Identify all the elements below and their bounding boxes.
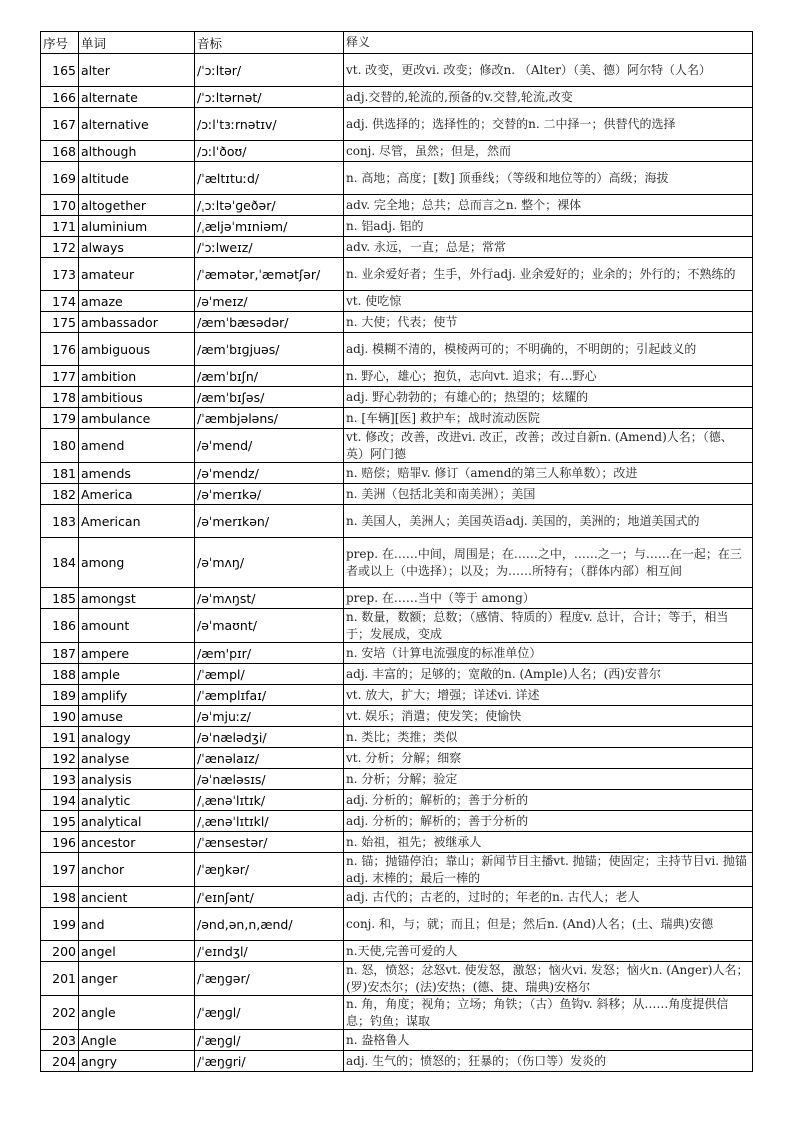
entry-number: 165	[41, 54, 79, 87]
entry-number: 182	[41, 484, 79, 505]
entry-word: amplify	[79, 685, 195, 706]
header-phonetic: 音标	[195, 32, 344, 54]
entry-definition: n. 分析；分解；验定	[344, 769, 753, 790]
entry-word: analysis	[79, 769, 195, 790]
table-row	[41, 54, 753, 87]
entry-definition: vt. 修改；改善，改进vi. 改正，改善；改过自新n. (Amend)人名；（德、英）阿门德	[344, 429, 753, 463]
table-row	[41, 538, 753, 588]
entry-word: ambulance	[79, 408, 195, 429]
table-row	[41, 832, 753, 853]
table-row	[41, 366, 753, 387]
table-row	[41, 505, 753, 538]
entry-word: ambassador	[79, 312, 195, 333]
table-row	[41, 1030, 753, 1051]
entry-phonetic: /əˈmerɪkən/	[195, 505, 344, 538]
entry-word: alternative	[79, 108, 195, 141]
table-row	[41, 408, 753, 429]
entry-definition: adv. 永远，一直；总是；常常	[344, 237, 753, 258]
entry-number: 200	[41, 941, 79, 962]
entry-word: analytic	[79, 790, 195, 811]
entry-definition: adv. 完全地；总共；总而言之n. 整个；裸体	[344, 195, 753, 216]
table-row	[41, 216, 753, 237]
entry-number: 188	[41, 664, 79, 685]
entry-number: 170	[41, 195, 79, 216]
entry-number: 180	[41, 429, 79, 463]
entry-number: 169	[41, 162, 79, 195]
entry-number: 199	[41, 908, 79, 941]
table-row	[41, 1051, 753, 1072]
entry-phonetic: /æmˈbɪʃn/	[195, 366, 344, 387]
table-row	[41, 387, 753, 408]
entry-phonetic: /æmˈbɪʃəs/	[195, 387, 344, 408]
header-number: 序号	[41, 32, 79, 54]
header-definition: 释义	[344, 32, 753, 54]
table-row	[41, 484, 753, 505]
entry-phonetic: /ˌænəˈlɪtɪkl/	[195, 811, 344, 832]
entry-phonetic: /ˈæŋɡər/	[195, 962, 344, 996]
entry-definition: n. 盎格鲁人	[344, 1030, 753, 1051]
entry-number: 185	[41, 588, 79, 609]
entry-word: angel	[79, 941, 195, 962]
entry-number: 174	[41, 291, 79, 312]
entry-definition: n. 铝adj. 铝的	[344, 216, 753, 237]
table-row	[41, 908, 753, 941]
entry-phonetic: /ˈænəlaɪz/	[195, 748, 344, 769]
entry-definition: n. 怒，愤怒；忿怒vt. 使发怒，激怒；恼火vi. 发怒；恼火n. (Anger)人名；(罗)安杰尔；(法)安热；(德、捷、瑞典)安格尔	[344, 962, 753, 996]
entry-number: 190	[41, 706, 79, 727]
entry-number: 179	[41, 408, 79, 429]
entry-definition: n. 安培（计算电流强度的标准单位）	[344, 643, 753, 664]
entry-word: ambiguous	[79, 333, 195, 366]
entry-word: altitude	[79, 162, 195, 195]
entry-phonetic: /ˈɔːltər/	[195, 54, 344, 87]
entry-word: ancient	[79, 887, 195, 908]
entry-word: amend	[79, 429, 195, 463]
table-row	[41, 141, 753, 162]
entry-definition: adj.交替的,轮流的,预备的v.交替,轮流,改变	[344, 87, 753, 108]
entry-word: aluminium	[79, 216, 195, 237]
entry-phonetic: /əˈnæləsɪs/	[195, 769, 344, 790]
entry-definition: n. 锚；抛锚停泊；靠山；新闻节目主播vt. 抛锚；使固定；主持节目vi. 抛锚adj. 末棒的；最后一棒的	[344, 853, 753, 887]
entry-definition: n. 美洲（包括北美和南美洲）；美国	[344, 484, 753, 505]
entry-definition: adj. 古代的；古老的，过时的；年老的n. 古代人；老人	[344, 887, 753, 908]
entry-definition: vt. 使吃惊	[344, 291, 753, 312]
table-row	[41, 333, 753, 366]
entry-word: analyse	[79, 748, 195, 769]
entry-definition: n. 美国人，美洲人；美国英语adj. 美国的，美洲的；地道美国式的	[344, 505, 753, 538]
table-row	[41, 853, 753, 887]
entry-definition: n. 野心，雄心；抱负，志向vt. 追求；有…野心	[344, 366, 753, 387]
entry-word: ambition	[79, 366, 195, 387]
table-row	[41, 941, 753, 962]
entry-definition: prep. 在……当中（等于 among）	[344, 588, 753, 609]
entry-word: amends	[79, 463, 195, 484]
table-row	[41, 643, 753, 664]
entry-word: alter	[79, 54, 195, 87]
entry-word: ancestor	[79, 832, 195, 853]
entry-phonetic: /ˈæmpl/	[195, 664, 344, 685]
entry-definition: n. 数量，数额；总数；（感情、特质的）程度v. 总计，合计；等于，相当于；发展成，变成	[344, 609, 753, 643]
entry-number: 176	[41, 333, 79, 366]
entry-number: 189	[41, 685, 79, 706]
entry-number: 183	[41, 505, 79, 538]
table-row	[41, 291, 753, 312]
entry-phonetic: /əˈmendz/	[195, 463, 344, 484]
entry-definition: n. 大使；代表；使节	[344, 312, 753, 333]
entry-phonetic: /ˈæŋɡl/	[195, 996, 344, 1030]
entry-phonetic: /ˈeɪnʃənt/	[195, 887, 344, 908]
table-row	[41, 685, 753, 706]
table-row	[41, 258, 753, 291]
entry-number: 203	[41, 1030, 79, 1051]
entry-definition: vt. 改变，更改vi. 改变；修改n. （Alter）（美、德）阿尔特（人名）	[344, 54, 753, 87]
table-row	[41, 769, 753, 790]
entry-word: American	[79, 505, 195, 538]
entry-phonetic: /əˈmerɪkə/	[195, 484, 344, 505]
entry-word: altogether	[79, 195, 195, 216]
entry-definition: n. 类比；类推；类似	[344, 727, 753, 748]
entry-phonetic: /ˈæŋɡri/	[195, 1051, 344, 1072]
entry-phonetic: /ˈæltɪtuːd/	[195, 162, 344, 195]
table-row	[41, 588, 753, 609]
entry-number: 171	[41, 216, 79, 237]
entry-word: analogy	[79, 727, 195, 748]
entry-number: 204	[41, 1051, 79, 1072]
entry-phonetic: /əˈmʌŋst/	[195, 588, 344, 609]
entry-definition: conj. 和，与；就；而且；但是；然后n. (And)人名；(土、瑞典)安德	[344, 908, 753, 941]
entry-definition: adj. 模糊不清的，模棱两可的；不明确的，不明朗的；引起歧义的	[344, 333, 753, 366]
entry-definition: adj. 野心勃勃的；有雄心的；热望的；炫耀的	[344, 387, 753, 408]
entry-phonetic: /ˈæmbjələns/	[195, 408, 344, 429]
entry-word: analytical	[79, 811, 195, 832]
entry-phonetic: /ənd,ən,n,ænd/	[195, 908, 344, 941]
entry-definition: vt. 放大，扩大；增强；详述vi. 详述	[344, 685, 753, 706]
entry-definition: n. [车辆][医] 救护车；战时流动医院	[344, 408, 753, 429]
entry-definition: adj. 分析的；解析的；善于分析的	[344, 811, 753, 832]
entry-definition: conj. 尽管，虽然；但是，然而	[344, 141, 753, 162]
entry-word: angry	[79, 1051, 195, 1072]
vocabulary-table	[40, 31, 753, 1072]
table-row	[41, 748, 753, 769]
entry-phonetic: /ˌɔːltəˈɡeðər/	[195, 195, 344, 216]
table-row	[41, 108, 753, 141]
entry-phonetic: /ɔːlˈðoʊ/	[195, 141, 344, 162]
entry-definition: n. 赔偿；赔罪v. 修订（amend的第三人称单数）；改进	[344, 463, 753, 484]
entry-number: 196	[41, 832, 79, 853]
entry-word: ambitious	[79, 387, 195, 408]
header-word: 单词	[79, 32, 195, 54]
table-row	[41, 790, 753, 811]
entry-number: 186	[41, 609, 79, 643]
entry-definition: n. 业余爱好者；生手，外行adj. 业余爱好的；业余的；外行的；不熟练的	[344, 258, 753, 291]
table-row	[41, 237, 753, 258]
entry-word: ample	[79, 664, 195, 685]
entry-definition: adj. 丰富的；足够的；宽敞的n. (Ample)人名；(西)安普尔	[344, 664, 753, 685]
entry-phonetic: /əˈmeɪz/	[195, 291, 344, 312]
table-row	[41, 727, 753, 748]
entry-phonetic: /æmˈbɪɡjuəs/	[195, 333, 344, 366]
entry-phonetic: /ˈænsestər/	[195, 832, 344, 853]
entry-number: 172	[41, 237, 79, 258]
entry-phonetic: /ˈæŋɡl/	[195, 1030, 344, 1051]
entry-number: 191	[41, 727, 79, 748]
entry-word: ampere	[79, 643, 195, 664]
entry-phonetic: /æm'pɪr/	[195, 643, 344, 664]
table-row	[41, 706, 753, 727]
table-row	[41, 312, 753, 333]
entry-word: anger	[79, 962, 195, 996]
table-row	[41, 195, 753, 216]
entry-number: 173	[41, 258, 79, 291]
entry-definition: adj. 分析的；解析的；善于分析的	[344, 790, 753, 811]
table-row	[41, 962, 753, 996]
entry-number: 167	[41, 108, 79, 141]
entry-phonetic: /ˈɔːltərnət/	[195, 87, 344, 108]
entry-number: 166	[41, 87, 79, 108]
entry-number: 175	[41, 312, 79, 333]
entry-word: among	[79, 538, 195, 588]
entry-word: America	[79, 484, 195, 505]
table-body	[41, 54, 753, 1072]
table-row	[41, 87, 753, 108]
entry-definition: n. 角，角度；视角；立场；角铁；（古）鱼钩v. 斜移；从……角度提供信息；钓鱼；谋取	[344, 996, 753, 1030]
entry-number: 178	[41, 387, 79, 408]
entry-word: amongst	[79, 588, 195, 609]
entry-word: anchor	[79, 853, 195, 887]
entry-phonetic: /ˈæŋkər/	[195, 853, 344, 887]
table-row	[41, 996, 753, 1030]
entry-number: 195	[41, 811, 79, 832]
entry-number: 201	[41, 962, 79, 996]
entry-word: and	[79, 908, 195, 941]
entry-phonetic: /ˈæmətər,ˈæmətʃər/	[195, 258, 344, 291]
entry-phonetic: /ˈæmplɪfaɪ/	[195, 685, 344, 706]
entry-number: 198	[41, 887, 79, 908]
table-row	[41, 429, 753, 463]
entry-number: 181	[41, 463, 79, 484]
entry-word: angle	[79, 996, 195, 1030]
entry-number: 193	[41, 769, 79, 790]
entry-definition: prep. 在……中间，周围是；在……之中，……之一；与……在一起；在三者或以上（中选择）；以及；为……所特有；（群体内部）相互间	[344, 538, 753, 588]
entry-definition: adj. 供选择的；选择性的；交替的n. 二中择一；供替代的选择	[344, 108, 753, 141]
entry-definition: n.天使,完善可爱的人	[344, 941, 753, 962]
entry-number: 192	[41, 748, 79, 769]
entry-definition: adj. 生气的；愤怒的；狂暴的；（伤口等）发炎的	[344, 1051, 753, 1072]
entry-phonetic: /ˈɔːlweɪz/	[195, 237, 344, 258]
table-header-row	[41, 32, 753, 54]
entry-phonetic: /ˈeɪndʒl/	[195, 941, 344, 962]
entry-word: always	[79, 237, 195, 258]
entry-number: 194	[41, 790, 79, 811]
entry-definition: vt. 分析；分解；细察	[344, 748, 753, 769]
entry-phonetic: /əˈnælədʒi/	[195, 727, 344, 748]
entry-word: amaze	[79, 291, 195, 312]
entry-number: 202	[41, 996, 79, 1030]
entry-definition: n. 高地；高度；[数] 顶垂线；（等级和地位等的）高级；海拔	[344, 162, 753, 195]
entry-word: although	[79, 141, 195, 162]
table-row	[41, 162, 753, 195]
entry-definition: n. 始祖，祖先；被继承人	[344, 832, 753, 853]
entry-word: amateur	[79, 258, 195, 291]
entry-word: amuse	[79, 706, 195, 727]
entry-phonetic: /əˈmaʊnt/	[195, 609, 344, 643]
entry-number: 187	[41, 643, 79, 664]
entry-phonetic: /ˌænəˈlɪtɪk/	[195, 790, 344, 811]
table-row	[41, 463, 753, 484]
table-row	[41, 664, 753, 685]
entry-phonetic: /ɔːlˈtɜːrnətɪv/	[195, 108, 344, 141]
entry-number: 184	[41, 538, 79, 588]
table-row	[41, 811, 753, 832]
entry-phonetic: /əˈmjuːz/	[195, 706, 344, 727]
table-row	[41, 887, 753, 908]
entry-word: Angle	[79, 1030, 195, 1051]
entry-word: amount	[79, 609, 195, 643]
entry-definition: vt. 娱乐；消遣；使发笑；使愉快	[344, 706, 753, 727]
entry-number: 197	[41, 853, 79, 887]
entry-number: 177	[41, 366, 79, 387]
entry-phonetic: /ˌæljəˈmɪniəm/	[195, 216, 344, 237]
entry-number: 168	[41, 141, 79, 162]
entry-phonetic: /æmˈbæsədər/	[195, 312, 344, 333]
entry-word: alternate	[79, 87, 195, 108]
table-row	[41, 609, 753, 643]
entry-phonetic: /əˈmend/	[195, 429, 344, 463]
entry-phonetic: /əˈmʌŋ/	[195, 538, 344, 588]
